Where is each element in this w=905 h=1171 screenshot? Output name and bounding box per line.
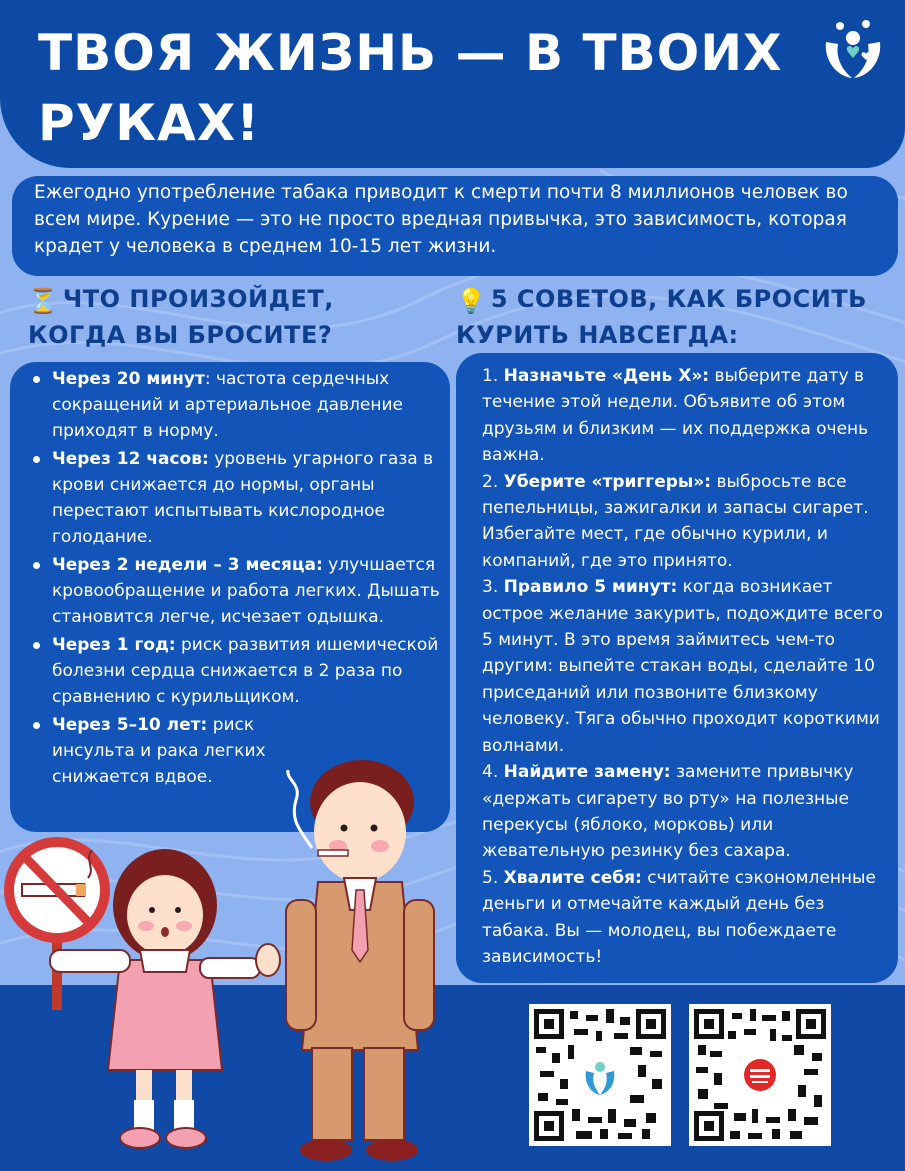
list-item (482, 469, 884, 575)
section-title-quit-effects (28, 282, 438, 352)
tips-panel (456, 353, 898, 983)
section-title-text: ЧТО ПРОИЗОЙДЕТ, КОГДА ВЫ БРОСИТЕ? (28, 285, 334, 349)
no-smoking-sign-icon (9, 842, 105, 1010)
list-item-lead: Через 1 год: (52, 635, 176, 655)
list-item-lead: Уберите «триггеры»: (503, 471, 712, 492)
qr-code-1[interactable] (529, 1004, 671, 1146)
list-item (482, 574, 884, 759)
list-item-text: уровень угарного газа в крови снижается до нормы, органы перестают испытывать кислородное голодание. (52, 449, 434, 547)
list-item-text: выбросьте все пепельницы, зажигалки и запасы сигарет. Избегайте мест, где обычно курили, и компаний, где это принято. (482, 471, 869, 571)
section-title-tips (456, 282, 876, 352)
list-item-text: риск инсульта и рака легких снижается вдвое. (52, 715, 266, 787)
list-item-lead: Через 5–10 лет: (52, 715, 208, 735)
list-item-number: 4. (482, 762, 504, 783)
list-item-text: замените привычку «держать сигарету во рту» на полезные перекусы (яблоко, морковь) или жевательную резинку без сахара. (482, 762, 854, 862)
list-item (52, 366, 450, 444)
list-item-text: риск развития ишемической болезни сердца снижается в 2 раза по сравнению с курильщиком. (52, 635, 439, 707)
list-item-lead: Правило 5 минут: (503, 577, 678, 598)
list-item-lead: Через 2 недели – 3 месяца: (52, 555, 323, 575)
list-item-lead: Назначьте «День Х»: (503, 366, 710, 386)
list-item (482, 363, 884, 469)
qr-pattern (694, 1009, 826, 1141)
intro-box (12, 176, 898, 276)
qr-pattern (534, 1009, 666, 1141)
list-item-number: 1. (482, 366, 504, 386)
list-item-number: 2. (482, 471, 504, 492)
lightbulb-icon: 💡 (456, 287, 487, 315)
list-item (52, 632, 450, 710)
list-item-number: 3. (482, 577, 504, 598)
list-item-lead: Через 20 минут (52, 369, 205, 389)
list-item-lead: Найдите замену: (503, 762, 671, 783)
list-item-lead: Через 12 часов: (52, 449, 209, 469)
illustration-children (0, 750, 480, 1171)
quit-effects-list (10, 362, 450, 790)
list-item-text: выберите дату в течение этой недели. Объявите об этом друзьям и близким — их поддержка очень важна. (482, 366, 869, 466)
boy-figure (286, 760, 434, 1161)
intro-text: Ежегодно употребление табака приводит к смерти почти 8 миллионов человек во всем мире. Курение — это не просто вредная привычка, это зависимость, которая крадет у человека в среднем 10-15 лет жизни. (34, 182, 848, 257)
tips-list (456, 353, 898, 970)
hands-heart-logo-icon (818, 12, 888, 82)
list-item-lead: Хвалите себя: (503, 867, 642, 888)
qr-code-2[interactable] (689, 1004, 831, 1146)
list-item-number: 5. (482, 867, 504, 888)
list-item (482, 759, 884, 865)
section-title-text: 5 СОВЕТОВ, КАК БРОСИТЬ КУРИТЬ НАВСЕГДА: (456, 285, 867, 349)
page-title: ТВОЯ ЖИЗНЬ — В ТВОИХ РУКАХ! (38, 24, 783, 152)
list-item (52, 446, 450, 550)
list-item-text: улучшается кровообращение и работа легких. Дышать становится легче, исчезает одышка. (52, 555, 440, 627)
list-item-text: когда возникает острое желание закурить, подождите всего 5 минут. В это время займитесь чем-то другим: выпейте стакан воды, сделайте 10 приседаний или позвоните близкому человеку. Тяга обычно проходит короткими волнами. (482, 577, 883, 756)
list-item (52, 552, 450, 630)
list-item (482, 865, 884, 971)
hourglass-icon: ⏳ (28, 287, 59, 315)
list-item-text: : частота сердечных сокращений и артериальное давление приходят в норму. (52, 369, 403, 441)
list-item-text: считайте сэкономленные деньги и отмечайте каждый день без табака. Вы — молодец, вы побеждаете зависимость! (482, 867, 876, 967)
